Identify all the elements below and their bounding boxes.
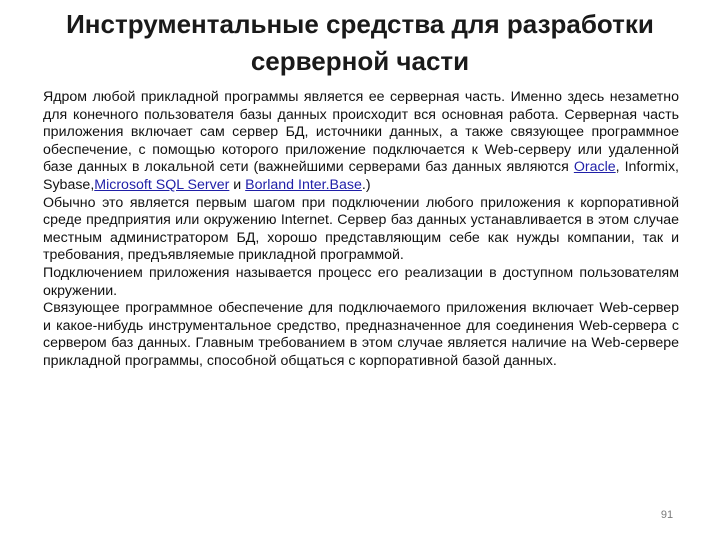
slide-title-line-2: серверной части — [250, 46, 470, 76]
paragraph-1-text-mid: , Informix, Sybase, — [43, 159, 679, 193]
paragraph-4: Связующее программное обеспечение для подключаемого приложения включает Web-сервер и какое-нибудь инструментальное средство, предназначенное для соединения Web-сервера с сервером баз данных. Главным требованием в этом случае является наличие на Web-сервере прикладной программы, способной общаться с корпоративной базой данных. — [43, 300, 679, 369]
slide-title-line-1: Инструментальные средства для разработки — [66, 9, 654, 39]
paragraph-1-text-end: .) — [361, 176, 371, 193]
slide-title — [20, 6, 700, 80]
link-microsoft-sql-server[interactable]: Microsoft SQL Server — [94, 176, 230, 193]
paragraph-1 — [43, 89, 679, 195]
paragraph-1-text-start: Ядром любой прикладной программы является ее серверная часть. Именно здесь незаметно для конечного пользователя базы данных происходит вся основная работа. Серверная часть приложения включает сам сервер БД, источники данных, а также связующее программное обеспечение, с помощью которого приложение подключается к Web-серверу или удаленной базе данных в локальной сети (важнейшими серверами баз данных являются — [43, 89, 679, 176]
link-oracle[interactable]: Oracle — [573, 159, 616, 176]
paragraph-2: Обычно это является первым шагом при подключении любого приложения к корпоративной среде предприятия или окружению Internet. Сервер баз данных устанавливается в этом случае местным администратором БД, хорошо представляющим себе как нужды компании, так и требования, предъявляемые прикладной программой. — [43, 194, 679, 264]
paragraph-3: Подключением приложения называется процесс его реализации в доступном пользователям окружении. — [43, 264, 679, 299]
paragraph-1-text-and: и — [229, 176, 246, 193]
slide-body — [43, 89, 679, 371]
link-borland-interbase[interactable]: Borland Inter.Base — [245, 176, 362, 193]
page-number: 91 — [660, 509, 674, 521]
